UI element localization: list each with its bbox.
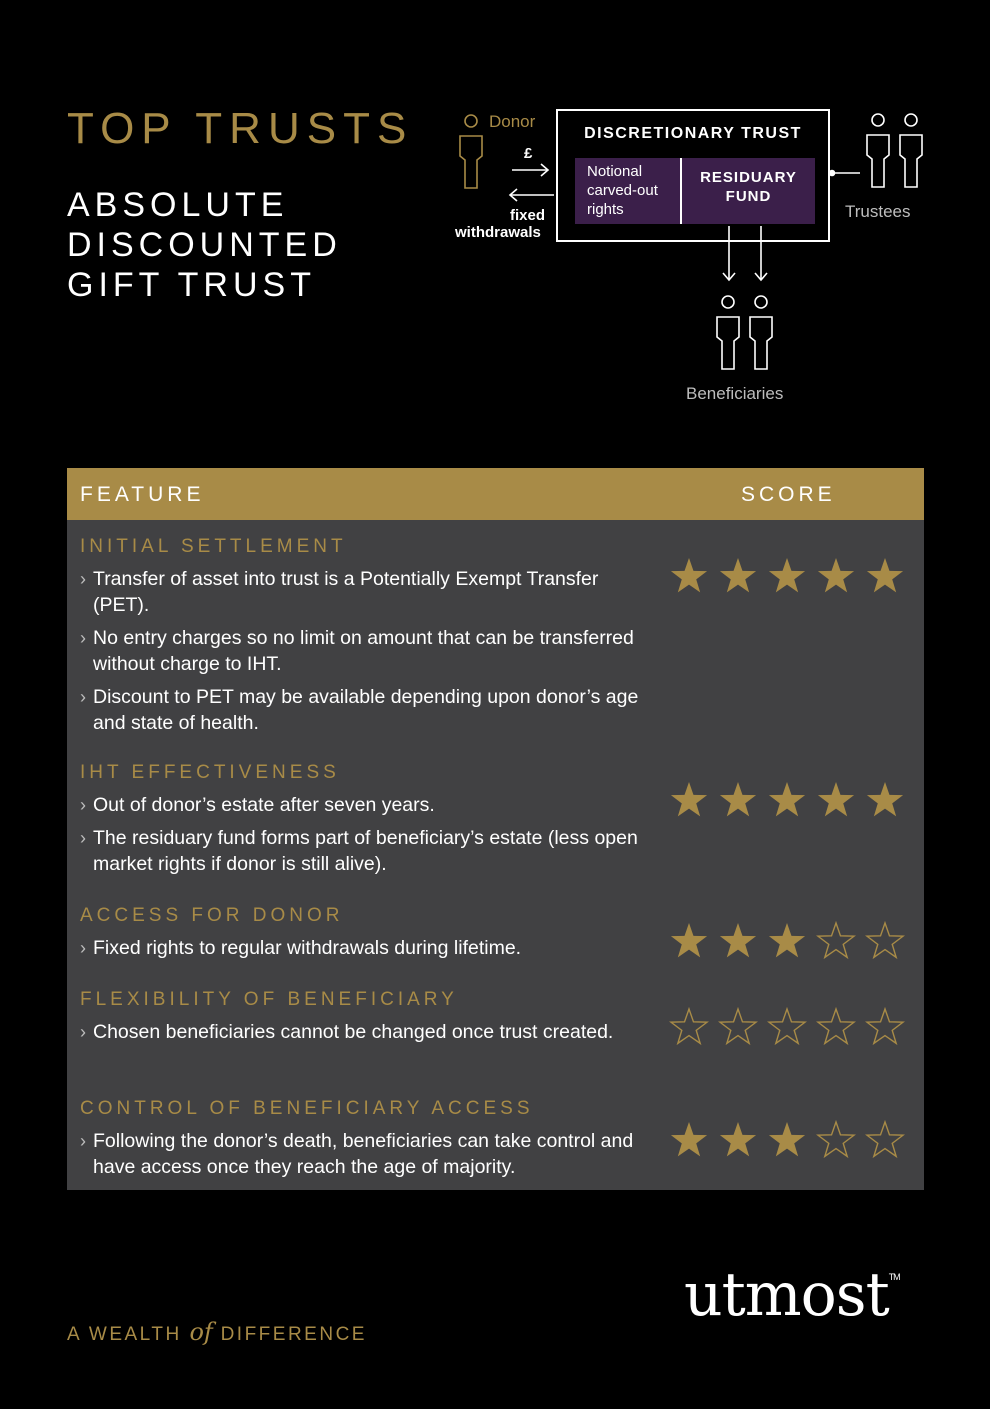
star-outline-icon: [865, 1120, 905, 1160]
subtitle-line: GIFT TRUST: [67, 266, 316, 304]
bullet-list: [80, 1128, 650, 1187]
list-item: › Out of donor’s estate after seven years.: [80, 792, 650, 818]
star-filled-icon: [718, 1120, 758, 1160]
star-outline-icon: [816, 1120, 856, 1160]
star-rating: [669, 1007, 909, 1053]
donor-arrows: [510, 164, 554, 201]
trademark-mark: TM: [888, 1272, 900, 1282]
withdrawals-label-2: withdrawals: [455, 224, 541, 241]
donor-label: Donor: [489, 112, 536, 131]
star-filled-icon: [865, 780, 905, 820]
star-outline-icon: [669, 1007, 709, 1047]
star-filled-icon: [767, 780, 807, 820]
diagram-lines: [0, 0, 990, 430]
star-filled-icon: [816, 780, 856, 820]
list-item: › Discount to PET may be available depending upon donor’s age and state of health.: [80, 684, 650, 736]
star-filled-icon: [718, 556, 758, 596]
bullet-list: [80, 566, 650, 743]
subtitle-line: ABSOLUTE: [67, 186, 289, 224]
feature-score-table: [67, 468, 924, 1190]
beneficiaries-label: Beneficiaries: [686, 384, 784, 403]
section-title: FLEXIBILITY OF BENEFICIARY: [80, 989, 458, 1010]
star-rating: [669, 921, 909, 967]
star-rating: [669, 780, 909, 826]
star-outline-icon: [816, 921, 856, 961]
star-filled-icon: [767, 556, 807, 596]
bullet-list: [80, 935, 650, 968]
section-title: INITIAL SETTLEMENT: [80, 536, 347, 557]
trustees-connector: [830, 171, 861, 176]
feature-header: FEATURE: [80, 483, 205, 506]
discretionary-trust-box: [556, 109, 830, 242]
subtitle-line: DISCOUNTED: [67, 226, 342, 264]
trustees-people-icon: [867, 114, 922, 187]
logo-text: utmost: [684, 1260, 889, 1330]
star-outline-icon: [865, 1007, 905, 1047]
section-title: IHT EFFECTIVENESS: [80, 762, 340, 783]
star-filled-icon: [767, 921, 807, 961]
section-title: ACCESS FOR DONOR: [80, 905, 344, 926]
star-filled-icon: [718, 921, 758, 961]
star-filled-icon: [669, 556, 709, 596]
score-header: SCORE: [741, 483, 836, 506]
star-filled-icon: [718, 780, 758, 820]
list-item: › Following the donor’s death, beneficiaries can take control and have access once they reach the age of majority.: [80, 1128, 650, 1180]
notional-rights-box: [575, 158, 680, 224]
tagline-end: DIFFERENCE: [220, 1324, 367, 1345]
section-title: CONTROL OF BENEFICIARY ACCESS: [80, 1098, 534, 1119]
tagline: [67, 1318, 367, 1346]
star-filled-icon: [669, 921, 709, 961]
star-outline-icon: [767, 1007, 807, 1047]
list-item: › Transfer of asset into trust is a Potentially Exempt Transfer (PET).: [80, 566, 650, 618]
residuary-line: RESIDUARY: [700, 169, 797, 186]
donor-person-icon: [460, 115, 482, 188]
star-rating: [669, 1120, 909, 1166]
notional-line: Notional: [587, 163, 643, 180]
list-item: › The residuary fund forms part of beneficiary’s estate (less open market rights if donor is still alive).: [80, 825, 650, 877]
list-item: › No entry charges so no limit on amount that can be transferred without charge to IHT.: [80, 625, 650, 677]
trust-diagram: [0, 0, 990, 430]
trust-title: DISCRETIONARY TRUST: [584, 125, 802, 142]
withdrawals-label-1: fixed: [510, 207, 546, 224]
list-item: › Chosen beneficiaries cannot be changed once trust created.: [80, 1019, 650, 1045]
pound-label: £: [524, 145, 533, 162]
bullet-list: [80, 1019, 650, 1052]
tagline-of: of: [189, 1318, 213, 1346]
residuary-line: FUND: [725, 188, 772, 205]
star-filled-icon: [669, 1120, 709, 1160]
notional-line: carved-out: [587, 182, 658, 199]
notional-line: rights: [587, 201, 624, 218]
star-filled-icon: [816, 556, 856, 596]
star-filled-icon: [767, 1120, 807, 1160]
star-outline-icon: [865, 921, 905, 961]
utmost-logo: [684, 1260, 900, 1330]
star-filled-icon: [669, 780, 709, 820]
star-filled-icon: [865, 556, 905, 596]
page-title: TOP TRUSTS: [67, 104, 414, 153]
star-rating: [669, 556, 909, 602]
residuary-fund-box: [680, 158, 815, 224]
trustees-label: Trustees: [845, 202, 911, 221]
star-outline-icon: [816, 1007, 856, 1047]
star-outline-icon: [718, 1007, 758, 1047]
tagline-start: A WEALTH: [67, 1324, 182, 1345]
beneficiaries-people-icon: [717, 296, 772, 369]
table-header: [67, 468, 924, 520]
list-item: › Fixed rights to regular withdrawals during lifetime.: [80, 935, 650, 961]
bullet-list: [80, 792, 650, 884]
